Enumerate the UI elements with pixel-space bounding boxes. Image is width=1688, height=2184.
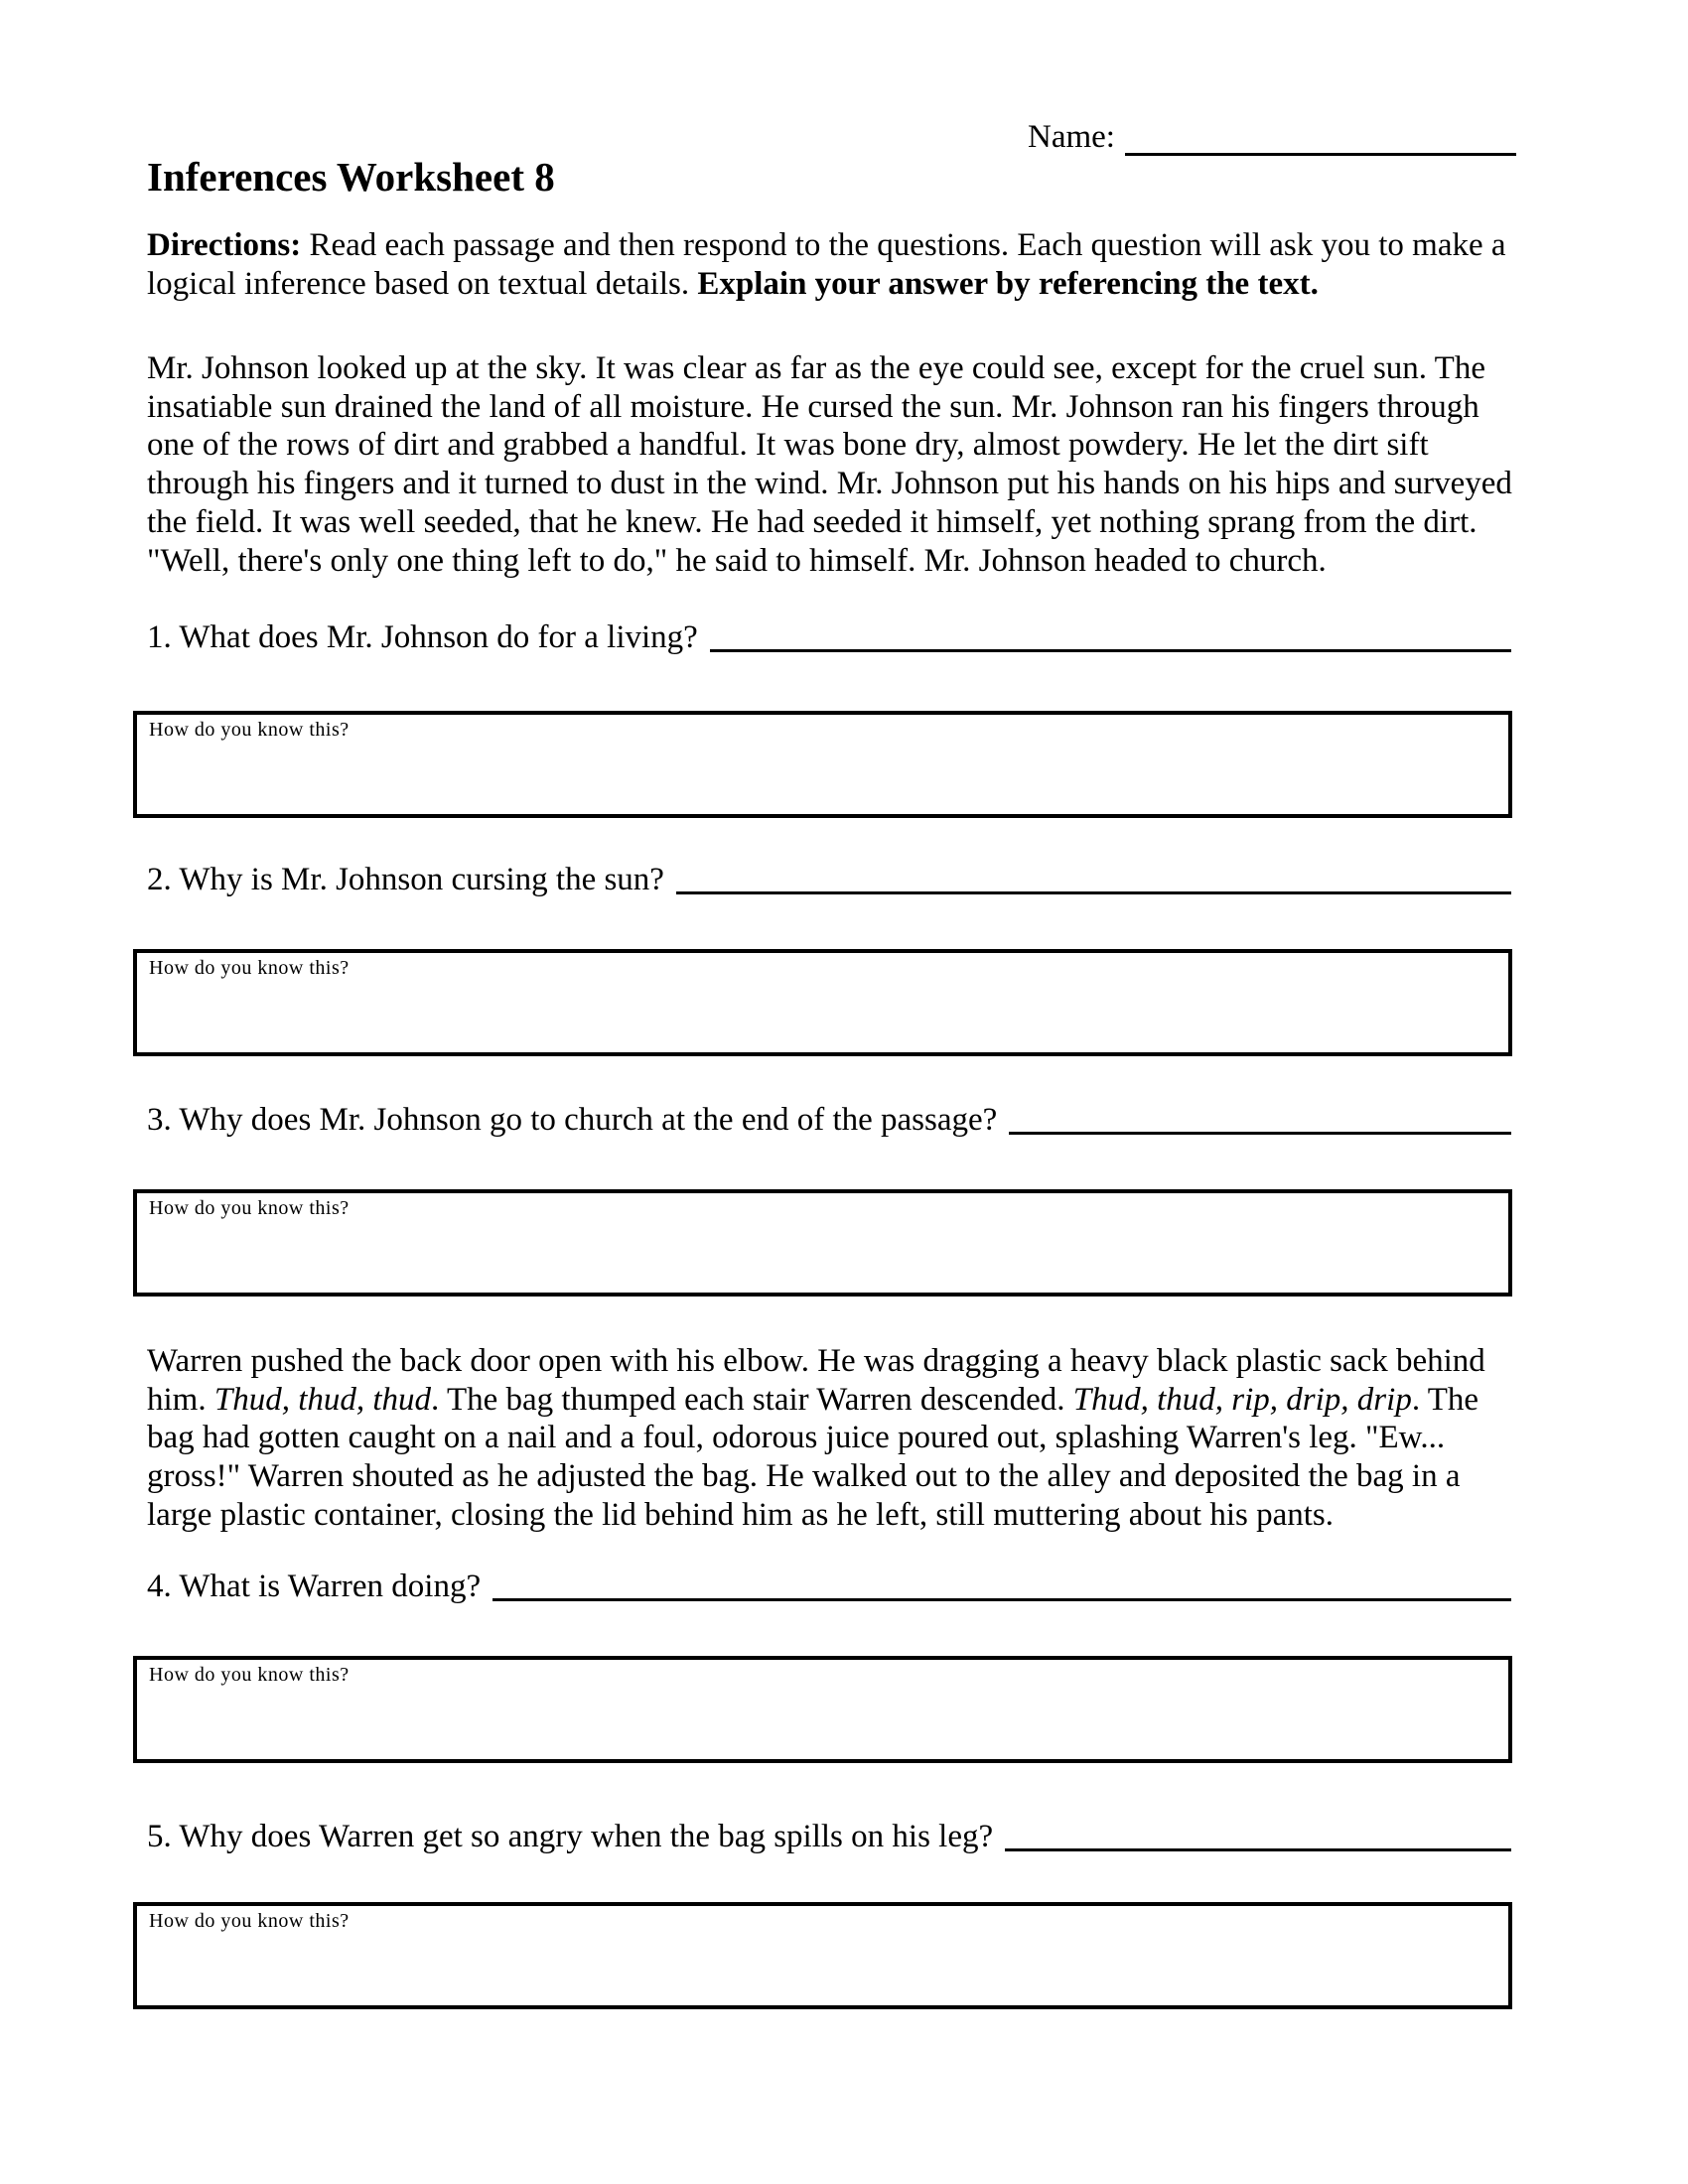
answer-line-3[interactable] xyxy=(1009,1100,1511,1135)
answer-line-1[interactable] xyxy=(710,617,1511,652)
passage-1 xyxy=(147,349,1517,580)
answer-box-4-label: How do you know this? xyxy=(149,1664,350,1686)
answer-box-3[interactable] xyxy=(133,1189,1512,1297)
directions-line-1: Directions: Read each passage and then respond to the questions. Each question will ask you to make a xyxy=(147,227,1506,263)
name-label: Name: xyxy=(1028,119,1115,155)
answer-box-1[interactable] xyxy=(133,711,1512,818)
question-3-text: 3. Why does Mr. Johnson go to church at the end of the passage? xyxy=(147,1102,998,1138)
passage-1-line: insatiable sun drained the land of all moisture. He cursed the sun. Mr. Johnson ran his fingers through xyxy=(147,388,1479,425)
passage-1-line: through his fingers and it turned to dust in the wind. Mr. Johnson put his hands on his hips and surveyed xyxy=(147,466,1512,502)
directions-label: Directions: xyxy=(147,227,302,263)
answer-box-2[interactable] xyxy=(133,949,1512,1056)
question-4 xyxy=(147,1567,1511,1606)
passage-1-line: one of the rows of dirt and grabbed a handful. It was bone dry, almost powdery. He let the dirt sift xyxy=(147,427,1429,464)
answer-line-2[interactable] xyxy=(676,860,1511,894)
question-2-text: 2. Why is Mr. Johnson cursing the sun? xyxy=(147,862,664,897)
italic-sound-effect: Thud, thud, thud xyxy=(213,1381,432,1418)
passage-2-line: large plastic container, closing the lid behind him as he left, still muttering about his pants. xyxy=(147,1496,1334,1533)
question-1-text: 1. What does Mr. Johnson do for a living? xyxy=(147,619,698,655)
question-3 xyxy=(147,1100,1511,1140)
answer-box-5-label: How do you know this? xyxy=(149,1910,350,1932)
question-4-text: 4. What is Warren doing? xyxy=(147,1569,482,1604)
page-title: Inferences Worksheet 8 xyxy=(147,154,555,200)
answer-line-4[interactable] xyxy=(492,1567,1511,1601)
passage-2-line: Warren pushed the back door open with his elbow. He was dragging a heavy black plastic sack behind xyxy=(147,1343,1485,1379)
answer-box-5[interactable] xyxy=(133,1902,1512,2009)
passage-2-line: gross!" Warren shouted as he adjusted the bag. He walked out to the alley and deposited the bag in a xyxy=(147,1458,1461,1495)
answer-box-4[interactable] xyxy=(133,1656,1512,1763)
question-5-text: 5. Why does Warren get so angry when the bag spills on his leg? xyxy=(147,1819,994,1854)
passage-1-line: Mr. Johnson looked up at the sky. It was clear as far as the eye could see, except for the cruel sun. The xyxy=(147,350,1485,386)
passage-1-line: "Well, there's only one thing left to do," he said to himself. Mr. Johnson headed to church. xyxy=(147,542,1327,579)
question-1 xyxy=(147,617,1511,657)
name-blank-line[interactable] xyxy=(1125,119,1516,156)
passage-2-line: bag had gotten caught on a nail and a foul, odorous juice poured out, splashing Warren's leg. "Ew... xyxy=(147,1420,1446,1456)
answer-box-3-label: How do you know this? xyxy=(149,1197,350,1219)
italic-sound-effect: Thud, thud, rip, drip, drip xyxy=(1072,1381,1412,1418)
passage-2 xyxy=(147,1342,1517,1535)
passage-1-line: the field. It was well seeded, that he knew. He had seeded it himself, yet nothing sprang from the dirt. xyxy=(147,503,1477,540)
question-2 xyxy=(147,860,1511,899)
directions xyxy=(147,226,1517,303)
answer-line-5[interactable] xyxy=(1005,1817,1511,1851)
passage-2-line: him. Thud, thud, thud. The bag thumped each stair Warren descended. Thud, thud, rip, drip, drip. The xyxy=(147,1381,1479,1418)
answer-box-1-label: How do you know this? xyxy=(149,719,350,741)
answer-box-2-label: How do you know this? xyxy=(149,957,350,979)
directions-line-2: logical inference based on textual details. Explain your answer by referencing the text. xyxy=(147,265,1319,302)
name-field xyxy=(1028,119,1516,161)
question-5 xyxy=(147,1817,1511,1856)
